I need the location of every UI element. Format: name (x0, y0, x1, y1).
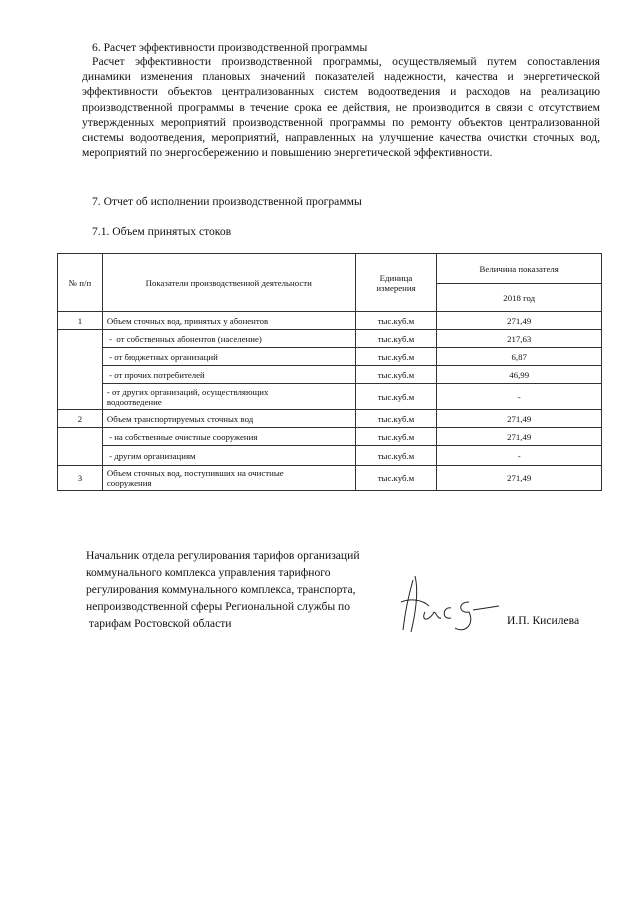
row-unit: тыс.куб.м (355, 410, 437, 428)
header-num: № п/п (58, 254, 103, 312)
row-name: - от прочих потребителей (102, 366, 355, 384)
row-value: 271,49 (437, 466, 602, 491)
section-7-heading: 7. Отчет об исполнении производственной программы (92, 195, 362, 208)
signatory-line: непроизводственной сферы Региональной службы по (86, 600, 351, 613)
row-name: - на собственные очистные сооружения (102, 428, 355, 446)
row-name: Объем сточных вод, принятых у абонентов (102, 312, 355, 330)
handwritten-signature (395, 572, 505, 638)
table-row (58, 410, 602, 428)
table-row (58, 366, 602, 384)
row-unit: тыс.куб.м (355, 348, 437, 366)
row-name: - от бюджетных организаций (102, 348, 355, 366)
row-unit: тыс.куб.м (355, 446, 437, 466)
row-num-empty (58, 428, 103, 466)
signatory-name: И.П. Кисилева (507, 614, 580, 627)
row-value: - (437, 384, 602, 410)
section-7-1-heading: 7.1. Объем принятых стоков (92, 225, 232, 238)
row-unit: тыс.куб.м (355, 428, 437, 446)
row-value: 271,49 (437, 312, 602, 330)
table-row (58, 466, 602, 491)
header-unit: Единица измерения (355, 254, 437, 312)
row-num: 1 (58, 312, 103, 330)
signatory-title (86, 547, 360, 632)
row-unit: тыс.куб.м (355, 366, 437, 384)
header-value: Величина показателя (437, 254, 602, 284)
table-row (58, 348, 602, 366)
row-value: 271,49 (437, 410, 602, 428)
row-unit: тыс.куб.м (355, 384, 437, 410)
table-row (58, 446, 602, 466)
sewage-volume-table (57, 253, 602, 491)
signatory-line: тарифам Ростовской области (86, 617, 232, 630)
row-unit: тыс.куб.м (355, 312, 437, 330)
signatory-line: регулирования коммунального комплекса, транспорта, (86, 583, 356, 596)
row-name: Объем транспортируемых сточных вод (102, 410, 355, 428)
table-row (58, 312, 602, 330)
row-unit: тыс.куб.м (355, 466, 437, 491)
signatory-line: коммунального комплекса управления тарифного (86, 566, 331, 579)
row-num: 2 (58, 410, 103, 428)
row-num-empty (58, 330, 103, 410)
row-num: 3 (58, 466, 103, 491)
row-name: - от собственных абонентов (население) (102, 330, 355, 348)
section-6-heading: 6. Расчет эффективности производственной программы (92, 41, 368, 54)
row-value: 217,63 (437, 330, 602, 348)
row-value: - (437, 446, 602, 466)
row-unit: тыс.куб.м (355, 330, 437, 348)
header-indicator: Показатели производственной деятельности (102, 254, 355, 312)
row-value: 6,87 (437, 348, 602, 366)
signatory-line: Начальник отдела регулирования тарифов организаций (86, 549, 360, 562)
row-name: - другим организациям (102, 446, 355, 466)
row-value: 271,49 (437, 428, 602, 446)
table-row (58, 384, 602, 410)
header-year: 2018 год (437, 284, 602, 312)
row-value: 46,99 (437, 366, 602, 384)
row-name: - от других организаций, осуществляющих водоотведение (102, 384, 355, 410)
table-row (58, 428, 602, 446)
row-name: Объем сточных вод, поступивших на очистные сооружения (102, 466, 355, 491)
section-6-text: Расчет эффективности производственной программы, осуществляемый путем сопоставления динамики изменения плановых значений показателей надежности, качества и энергетической эффективности объектов централизованных систем водоотведения и расходов на реализацию производственной программы в течение срока ее действия, не производится в связи с отсутствием утвержденных мероприятий производственной программы по ремонту объектов централизованной системы водоотведения, мероприятий, направленных на улучшение качества очистки сточных вод, мероприятий по энергосбережению и повышению энергетической эффективности. (82, 55, 600, 160)
table-row (58, 330, 602, 348)
